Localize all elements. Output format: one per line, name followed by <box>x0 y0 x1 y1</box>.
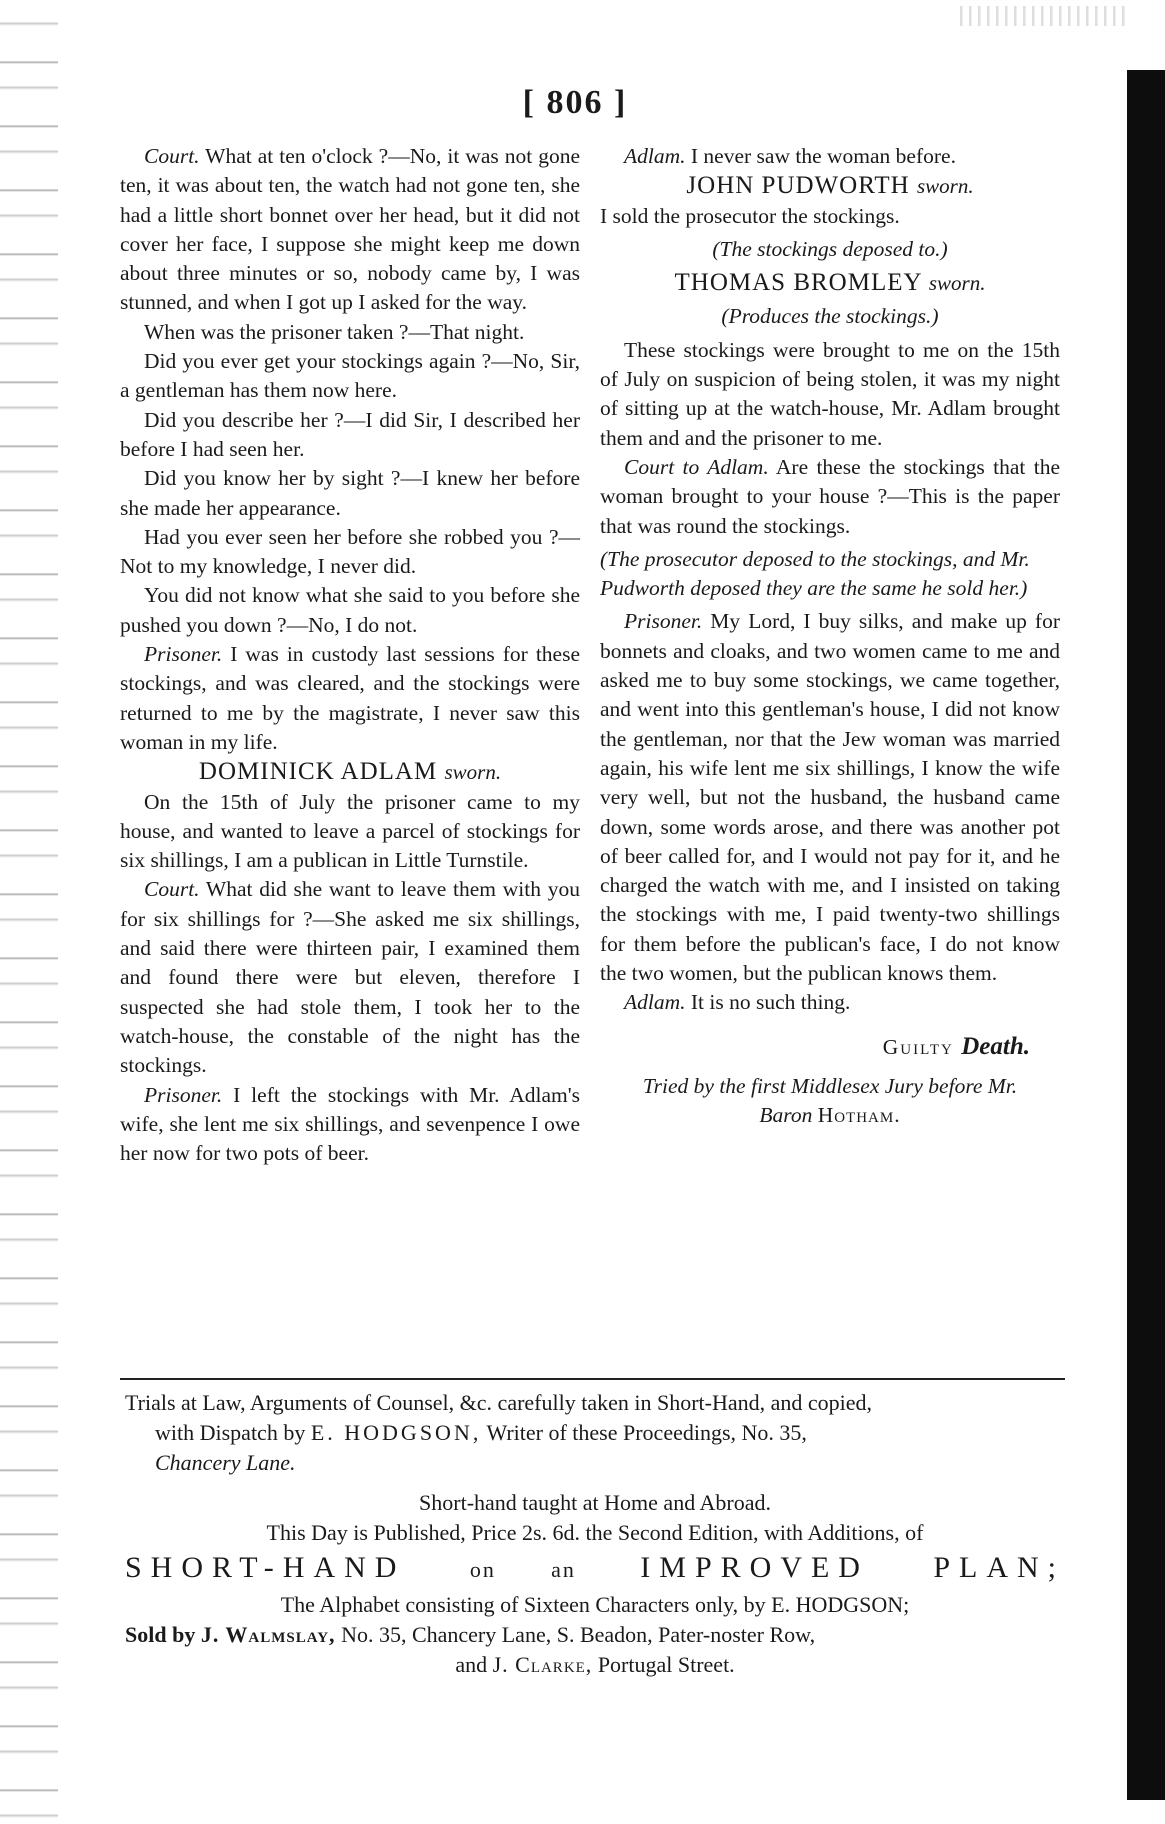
left-column <box>120 142 580 1168</box>
paragraph: Did you describe her ?—I did Sir, I described her before I had seen her. <box>120 407 580 461</box>
page-edge-shadow <box>1127 70 1165 1800</box>
paragraph: Prisoner. My Lord, I buy silks, and make up for bonnets and cloaks, and two women came to me and asked me to buy some stockings, we came together, and went into this gentleman's house, I did not know the gentleman, nor that the Jew woman was married again, his wife lent me six shillings, I know the wife very well, but not the husband, the husband came down, some words arose, and there was another pot of beer called for, and I would not pay for it, and he charged the watch with me, and I insisted on taking the stockings with me, I paid twenty-two shillings for them before the publican's face, I do not know the two women, but the publican knows them. <box>600 609 1060 986</box>
paragraph: Prisoner. I left the stockings with Mr. Adlam's wife, she lent me six shillings, and sevenpence I owe her now for two pots of beer. <box>120 1082 580 1166</box>
paragraph: Adlam. I never saw the woman before. <box>624 144 956 168</box>
print-speckle <box>960 6 1130 26</box>
sold-by: Sold by J. Walmslay, No. 35, Chancery Lane, S. Beadon, Pater-noster Row, <box>125 1622 816 1647</box>
paragraph: Prisoner. I was in custody last sessions for these stockings, and was cleared, and the stockings were returned to me by the magistrate, I never saw this woman in my life. <box>120 642 580 754</box>
section-divider <box>120 1378 1065 1380</box>
page-number: [ 806 ] <box>522 84 628 121</box>
paragraph: Court. What did she want to leave them with you for six shillings for ?—She asked me six shillings, and said there were thirteen pair, I examined them and found there were but eleven, therefore I suspected she had stole them, I took her to the watch-house, the constable of the night has the stockings. <box>120 877 580 1078</box>
paragraph: These stockings were brought to me on the 15th of July on suspicion of being stolen, it was my night of sitting up at the watch-house, Mr. Adlam brought them and and the prisoner to me. <box>600 337 1060 450</box>
shorthand-taught: Short-hand taught at Home and Abroad. <box>419 1490 771 1515</box>
paragraph: I sold the prosecutor the stockings. <box>600 203 900 228</box>
published-notice: This Day is Published, Price 2s. 6d. the Second Edition, with Additions, of <box>266 1520 924 1545</box>
shorthand-title: SHORT-HAND on an IMPROVED PLAN; <box>125 1551 1066 1584</box>
witness-heading-pudworth: JOHN PUDWORTH sworn. <box>686 172 974 200</box>
trials-notice: Trials at Law, Arguments of Counsel, &c. carefully taken in Short-Hand, and copied, with Dispatch by E. HODGSON, Writer of these Proceedings, No. 35, <box>125 1390 873 1445</box>
sold-by-cont: and J. Clarke, Portugal Street. <box>455 1652 735 1677</box>
paragraph: You did not know what she said to you before she pushed you down ?—No, I do not. <box>120 583 580 637</box>
stage-direction: (The prosecutor deposed to the stockings, and Mr. Pudworth deposed they are the same he sold her.) <box>600 546 1030 601</box>
chancery-lane: Chancery Lane. <box>155 1450 296 1475</box>
paragraph: On the 15th of July the prisoner came to my house, and wanted to leave a parcel of stockings for six shillings, I am a publican in Little Turnstile. <box>120 789 580 873</box>
witness-heading-bromley: THOMAS BROMLEY sworn. <box>674 269 986 297</box>
paragraph: Did you know her by sight ?—I knew her before she made her appearance. <box>120 466 580 520</box>
advertisement-footer <box>125 1388 1065 1680</box>
stage-direction: (The stockings deposed to.) <box>712 236 948 261</box>
paragraph: Adlam. It is no such thing. <box>624 990 851 1015</box>
tried-by: Tried by the first Middlesex Jury before Mr. <box>642 1073 1018 1098</box>
verdict: Guilty Death. <box>882 1032 1030 1060</box>
right-column <box>600 142 1060 1131</box>
paragraph: Court to Adlam. Are these the stockings that the woman brought to your house ?—This is the paper that was round the stockings. <box>600 454 1060 538</box>
paragraph: Had you ever seen her before she robbed you ?—Not to my knowledge, I never did. <box>120 524 580 579</box>
paragraph: Court. What at ten o'clock ?—No, it was not gone ten, it was about ten, the watch had not gone ten, she had a little short bonnet over her head, but it did not cover her face, I suppose she might keep me down about three minutes or so, nobody came by, I was stunned, and when I got up I asked for the way. <box>120 144 580 315</box>
witness-heading-adlam: DOMINICK ADLAM sworn. <box>198 758 502 786</box>
stage-direction: (Produces the stockings.) <box>721 304 939 329</box>
judge-name: Baron Hotham. <box>759 1103 901 1128</box>
paragraph: Did you ever get your stockings again ?—No, Sir, a gentleman has them now here. <box>120 349 580 403</box>
paragraph: When was the prisoner taken ?—That night. <box>144 319 525 344</box>
binding-edge <box>0 0 58 1824</box>
alphabet-line: The Alphabet consisting of Sixteen Characters only, by E. HODGSON; <box>280 1592 910 1617</box>
